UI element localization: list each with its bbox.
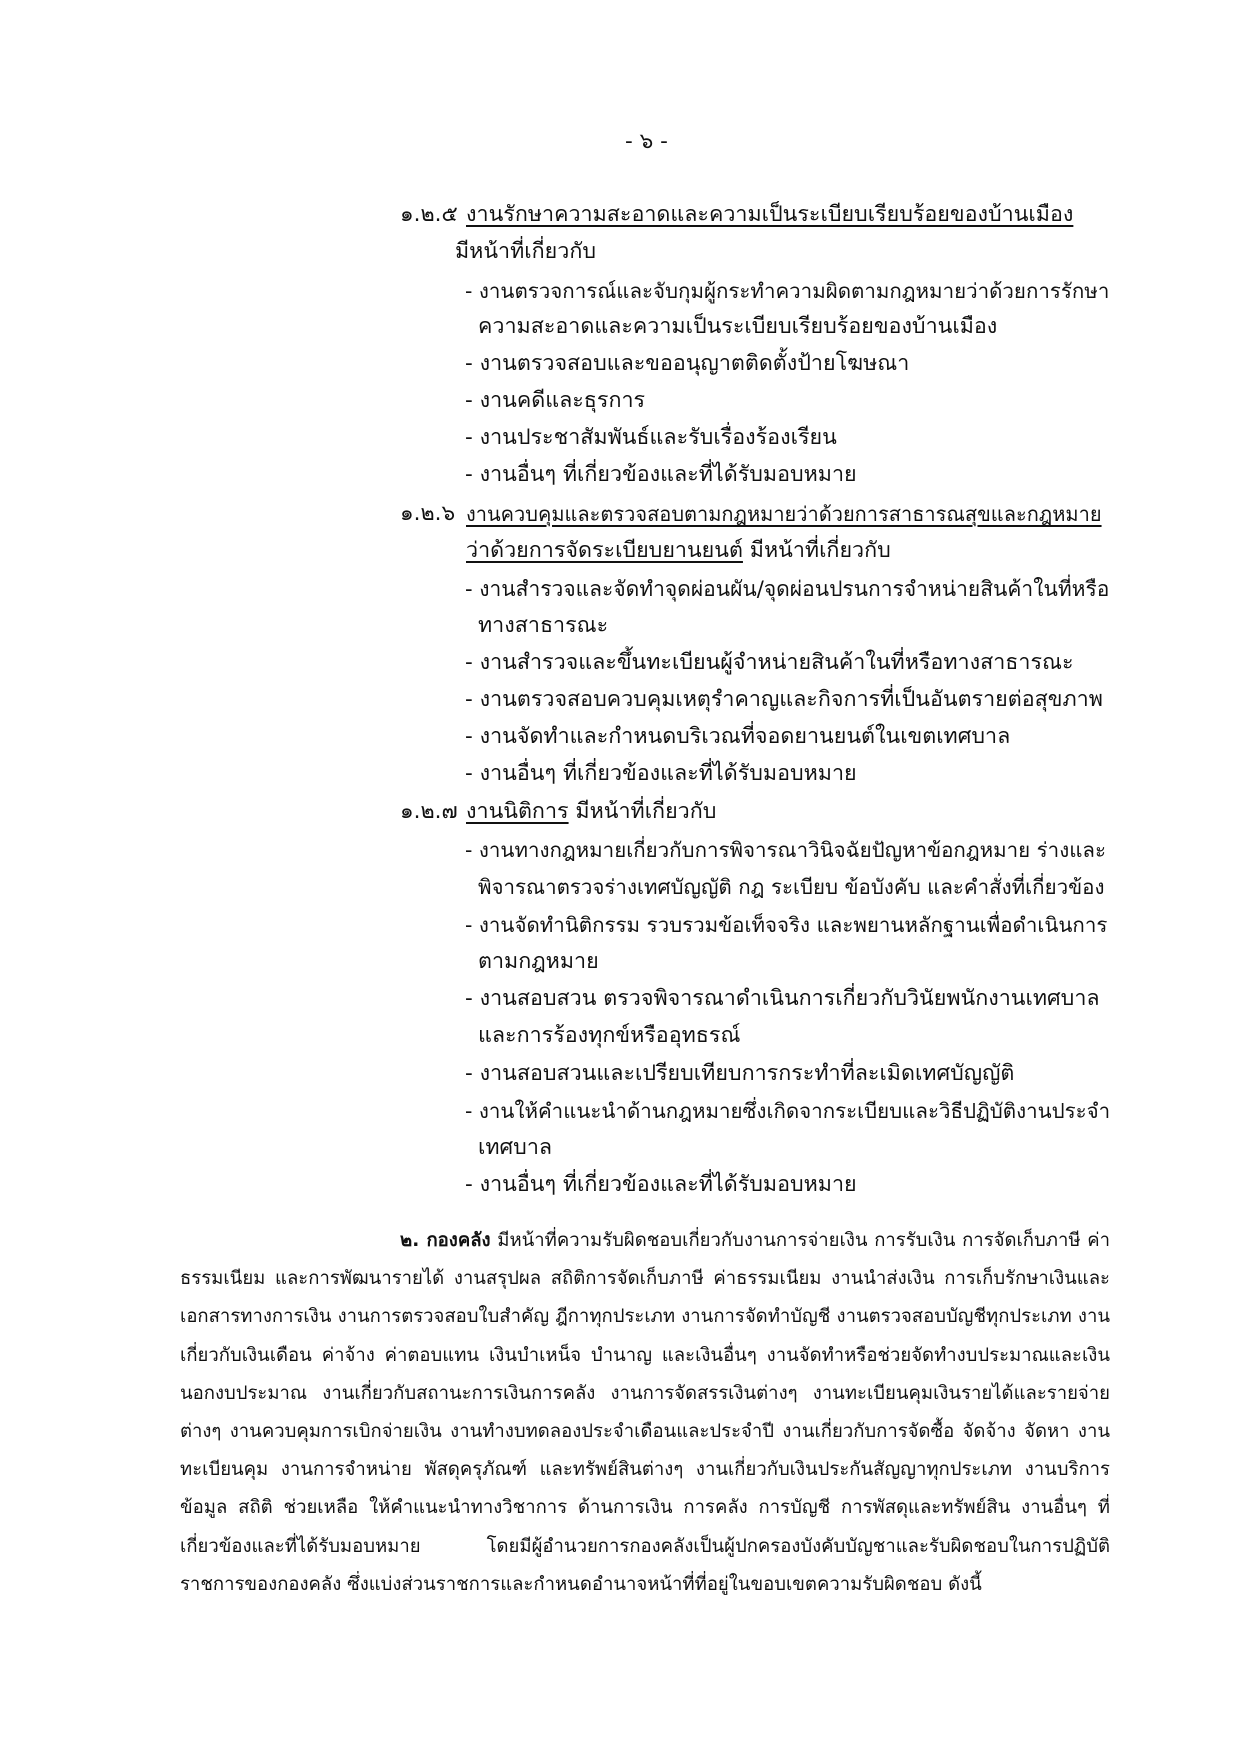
list-item: ทางสาธารณะ [478,613,609,638]
list-item: - งานสำรวจและจัดทำจุดผ่อนผัน/จุดผ่อนปรนการจำหน่ายสินค้าในที่หรือ [465,577,1110,601]
list-item: - งานสอบสวนและเปรียบเทียบการกระทำที่ละเมิดเทศบัญญัติ [465,1061,1015,1086]
list-item: - งานให้คำแนะนำด้านกฎหมายซึ่งเกิดจากระเบียบและวิธีปฏิบัติงานประจำ [465,1099,1111,1123]
list-item: และการร้องทุกข์หรืออุทธรณ์ [478,1023,741,1048]
section-duty-125: มีหน้าที่เกี่ยวกับ [455,239,596,264]
list-item: - งานจัดทำนิติกรรม รวบรวมข้อเท็จจริง และพยานหลักฐานเพื่อดำเนินการ [465,913,1108,937]
finance-division-body: มีหน้าที่ความรับผิดชอบเกี่ยวกับงานการจ่ายเงิน การรับเงิน การจัดเก็บภาษี ค่าธรรมเนียม และการพัฒนารายได้ งานสรุปผล สถิติการจัดเก็บภาษี ค่าธรรมเนียม งานนำส่งเงิน การเก็บรักษาเงินและเอกสารทางการเงิน งานการตรวจสอบใบสำคัญ ฎีกาทุกประเภท งานการจัดทำบัญชี งานตรวจสอบบัญชีทุกประเภท งานเกี่ยวกับเงินเดือน ค่าจ้าง ค่าตอบแทน เงินบำเหน็จ บำนาญ และเงินอื่นๆ งานจัดทำหรือช่วยจัดทำงบประมาณและเงินนอกงบประมาณ งานเกี่ยวกับสถานะการเงินการคลัง งานการจัดสรรเงินต่างๆ งานทะเบียนคุมเงินรายได้และรายจ่ายต่างๆ งานควบคุมการเบิกจ่ายเงิน งานทำงบทดลองประจำเดือนและประจำปี งานเกี่ยวกับการจัดซื้อ จัดจ้าง จัดหา งานทะเบียนคุม งานการจำหน่าย พัสดุครุภัณฑ์ และทรัพย์สินต่างๆ งานเกี่ยวกับเงินประกันสัญญาทุกประเภท งานบริการข้อมูล สถิติ ช่วยเหลือ ให้คำแนะนำทางวิชาการ ด้านการเงิน การคลัง การบัญชี การพัสดุและทรัพย์สิน งานอื่นๆ ที่เกี่ยวข้องและที่ได้รับมอบหมาย โดยมีผู้อำนวยการกองคลังเป็นผู้ปกครองบังคับบัญชาและรับผิดชอบในการปฏิบัติราชการของกองคลัง ซึ่งแบ่งส่วนราชการและกำหนดอำนาจหน้าที่ที่อยู่ในขอบเขตความรับผิดชอบ ดังนี้ [180,1230,1110,1595]
section-number-127: ๑.๒.๗ [400,799,458,824]
list-item: - งานทางกฎหมายเกี่ยวกับการพิจารณาวินิจฉัยปัญหาข้อกฎหมาย ร่างและ [465,838,1106,862]
section-title-126-line1: งานควบคุมและตรวจสอบตามกฎหมายว่าด้วยการสาธารณสุขและกฎหมาย [466,502,1102,526]
page-number: - ๖ - [625,129,668,154]
finance-division-paragraph [180,1222,1110,1604]
section-title-126-line2 [466,536,891,566]
list-item: - งานจัดทำและกำหนดบริเวณที่จอดยานยนต์ในเขตเทศบาล [465,724,1011,749]
section-duty-126: มีหน้าที่เกี่ยวกับ [742,538,891,563]
section-title-125: งานรักษาความสะอาดและความเป็นระเบียบเรียบร้อยของบ้านเมือง [466,202,1074,227]
list-item: - งานอื่นๆ ที่เกี่ยวข้องและที่ได้รับมอบหมาย [465,761,857,786]
list-item: พิจารณาตรวจร่างเทศบัญญัติ กฎ ระเบียบ ข้อบังคับ และคำสั่งที่เกี่ยวข้อง [478,875,1105,899]
list-item: - งานอื่นๆ ที่เกี่ยวข้องและที่ได้รับมอบหมาย [465,462,857,487]
list-item: - งานตรวจการณ์และจับกุมผู้กระทำความผิดตามกฎหมายว่าด้วยการรักษา [465,279,1110,303]
section-title-126-underlined: ว่าด้วยการจัดระเบียบยานยนต์ [466,538,743,563]
list-item: ตามกฎหมาย [478,949,599,974]
finance-division-heading: ๒. กองคลัง [400,1230,491,1251]
list-item: - งานอื่นๆ ที่เกี่ยวข้องและที่ได้รับมอบหมาย [465,1172,857,1197]
list-item: - งานตรวจสอบควบคุมเหตุรำคาญและกิจการที่เป็นอันตรายต่อสุขภาพ [465,687,1103,712]
section-number-125: ๑.๒.๕ [400,202,458,227]
list-item: - งานประชาสัมพันธ์และรับเรื่องร้องเรียน [465,425,837,450]
list-item: เทศบาล [478,1135,553,1160]
section-number-126: ๑.๒.๖ [400,501,456,526]
section-title-127-line [466,797,716,827]
section-title-127: งานนิติการ [466,799,569,824]
list-item: - งานตรวจสอบและขออนุญาตติดตั้งป้ายโฆษณา [465,351,910,376]
list-item: - งานสำรวจและขึ้นทะเบียนผู้จำหน่ายสินค้าในที่หรือทางสาธารณะ [465,650,1074,675]
section-duty-127: มีหน้าที่เกี่ยวกับ [568,799,717,824]
list-item: - งานคดีและธุรการ [465,388,646,413]
list-item: - งานสอบสวน ตรวจพิจารณาดำเนินการเกี่ยวกับวินัยพนักงานเทศบาล [465,986,1100,1011]
list-item: ความสะอาดและความเป็นระเบียบเรียบร้อยของบ้านเมือง [478,314,998,339]
